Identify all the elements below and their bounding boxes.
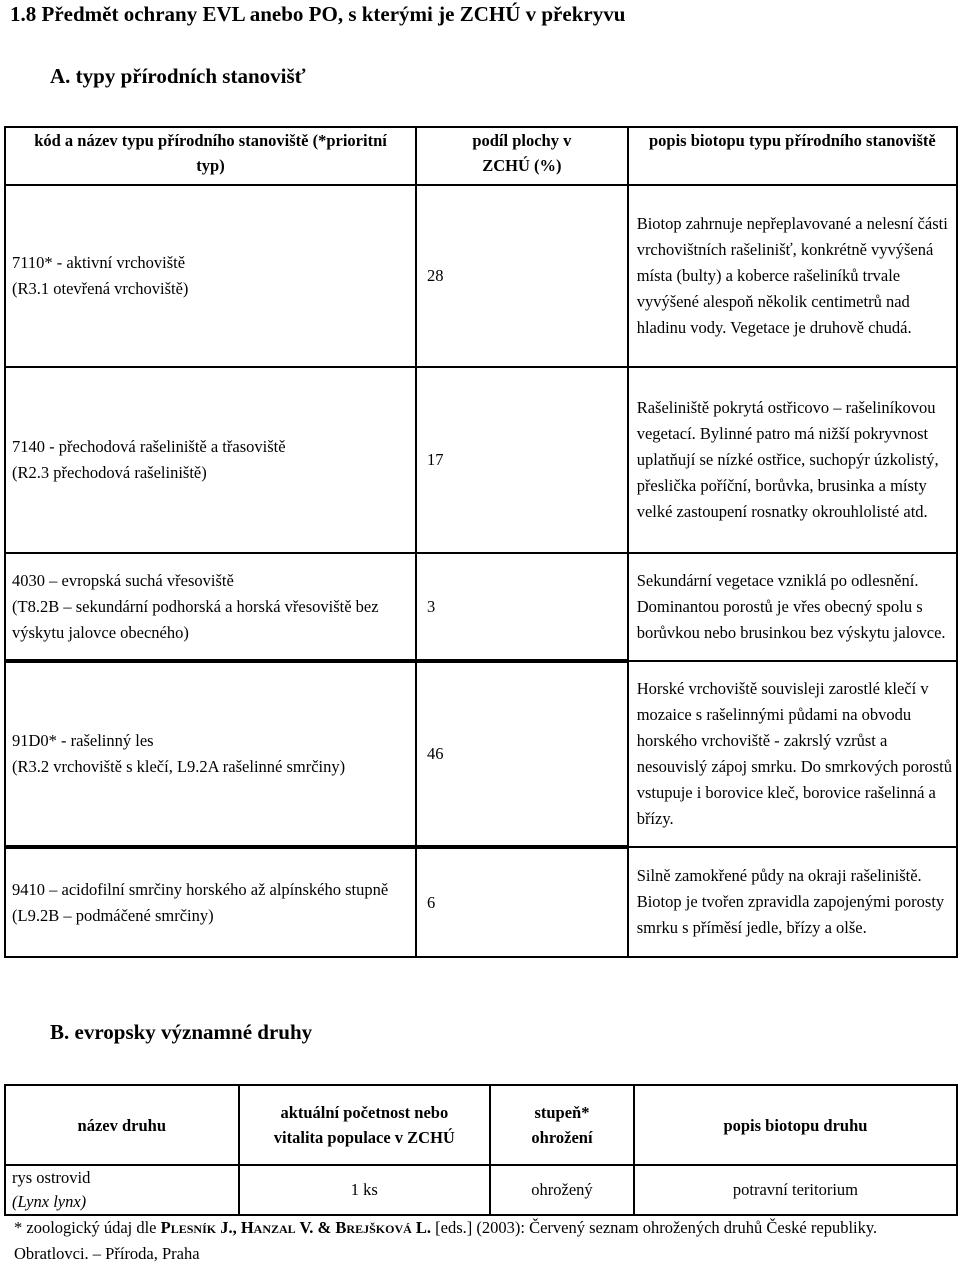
habitat-table-header: [5, 127, 957, 185]
habitat-name: [5, 367, 416, 553]
species-habitat: potravní teritorium: [634, 1165, 957, 1215]
habitat-subtype: (T8.2B – sekundární podhorská a horská vřesoviště bez výskytu jalovce obecného): [12, 596, 379, 642]
footnote-citation: [eds.] (2003): Červený seznam ohrožených druhů České republiky. Obratlovci. – Příroda, Praha: [14, 1218, 878, 1263]
table-row: [5, 367, 957, 553]
habitat-subtype: (R3.2 vrchoviště s klečí, L9.2A rašelinné smrčiny): [12, 757, 346, 776]
header-species-name: název druhu: [5, 1085, 239, 1165]
footnote-author: Plesník J.: [160, 1218, 233, 1237]
species-population: 1 ks: [239, 1165, 490, 1215]
habitat-share: 3: [416, 553, 628, 661]
footnote-author: Hanzal V.: [240, 1218, 314, 1237]
habitat-code: 7140 - přechodová rašeliniště a třasoviště: [12, 437, 286, 456]
habitat-code: 7110* - aktivní vrchoviště: [12, 253, 186, 272]
habitat-code: 9410 – acidofilní smrčiny horského až alpínského stupně: [12, 879, 389, 899]
habitat-code: 4030 – evropská suchá vřesoviště: [12, 570, 234, 590]
habitat-share: 17: [416, 367, 628, 553]
species-name: [5, 1165, 239, 1215]
header-description: popis biotopu typu přírodního stanoviště: [628, 127, 957, 185]
species-table-header: [5, 1085, 957, 1165]
habitat-table: [4, 126, 958, 958]
footnote-separator: ,: [232, 1218, 241, 1237]
table-row: [5, 661, 957, 847]
footnote-separator: &: [313, 1218, 336, 1237]
footnote-author: Brejšková L.: [335, 1218, 432, 1237]
habitat-share: 46: [416, 661, 628, 847]
habitat-subtype: (R3.1 otevřená vrchoviště): [12, 279, 189, 298]
header-species-habitat: popis biotopu druhu: [634, 1085, 957, 1165]
footnote: [14, 1215, 954, 1267]
habitat-code: 91D0* - rašelinný les: [12, 731, 154, 750]
habitat-share: 28: [416, 185, 628, 367]
habitat-description: Rašeliniště pokrytá ostřicovo – rašeliníkovou vegetací. Bylinné patro má nižší pokryvnost uplatňují se nízké ostřice, suchopýr úzkolistý, přeslička poříční, borůvka, brusinka a místy velké zastoupení rosnatky okrouhlolisté atd.: [628, 367, 957, 553]
habitat-name: [5, 185, 416, 367]
header-share: podíl plochy v ZCHÚ (%): [416, 127, 628, 185]
table-row: [5, 1165, 957, 1215]
habitat-description: Biotop zahrnuje nepřeplavované a nelesní části vrchovištních rašelinišť, konkrétně vyvýšená místa (bulty) a koberce rašeliníků trvale vyvýšené alespoň několik centimetrů nad hladinu vody. Vegetace je druhově chudá.: [628, 185, 957, 367]
section-title: 1.8 Předmět ochrany EVL anebo PO, s kterými je ZCHÚ v překryvu: [10, 2, 626, 26]
footnote-prefix: * zoologický údaj dle: [14, 1218, 161, 1237]
habitat-subtype: (L9.2B – podmáčené smrčiny): [12, 905, 214, 925]
habitat-name: [5, 661, 416, 847]
habitat-subtype: (R2.3 přechodová rašeliniště): [12, 463, 207, 482]
habitat-description: Silně zamokřené půdy na okraji rašeliniště. Biotop je tvořen zpravidla zapojenými porosty smrku s příměsí jedle, břízy a olše.: [628, 847, 957, 957]
species-common-name: rys ostrovid: [12, 1168, 91, 1187]
habitat-share: 6: [416, 847, 628, 957]
table-row: [5, 185, 957, 367]
table-row: [5, 553, 957, 661]
species-table: [4, 1084, 958, 1216]
habitat-description: Horské vrchoviště souvisleji zarostlé klečí v mozaice s rašelinnými půdami na obvodu horského vrchoviště - zakrslý vzrůst a nesouvislý zápoj smrku. Do smrkových porostů vstupuje i borovice kleč, borovice rašelinná a břízy.: [628, 661, 957, 847]
habitat-name: [5, 847, 416, 957]
part-a-title: A. typy přírodních stanovišť: [50, 64, 306, 88]
species-latin-name: (Lynx lynx): [12, 1192, 87, 1211]
header-threat: stupeň* ohrožení: [490, 1085, 634, 1165]
table-row: [5, 847, 957, 957]
header-habitat-name: kód a název typu přírodního stanoviště (*prioritní typ): [5, 127, 416, 185]
header-population: aktuální početnost nebo vitalita populace v ZCHÚ: [239, 1085, 490, 1165]
habitat-name: [5, 553, 416, 661]
habitat-description: Sekundární vegetace vzniklá po odlesnění. Dominantou porostů je vřes obecný spolu s borůvkou nebo brusinkou bez výskytu jalovce.: [628, 553, 957, 661]
species-threat: ohrožený: [490, 1165, 634, 1215]
part-b-title: B. evropsky významné druhy: [50, 1020, 313, 1044]
